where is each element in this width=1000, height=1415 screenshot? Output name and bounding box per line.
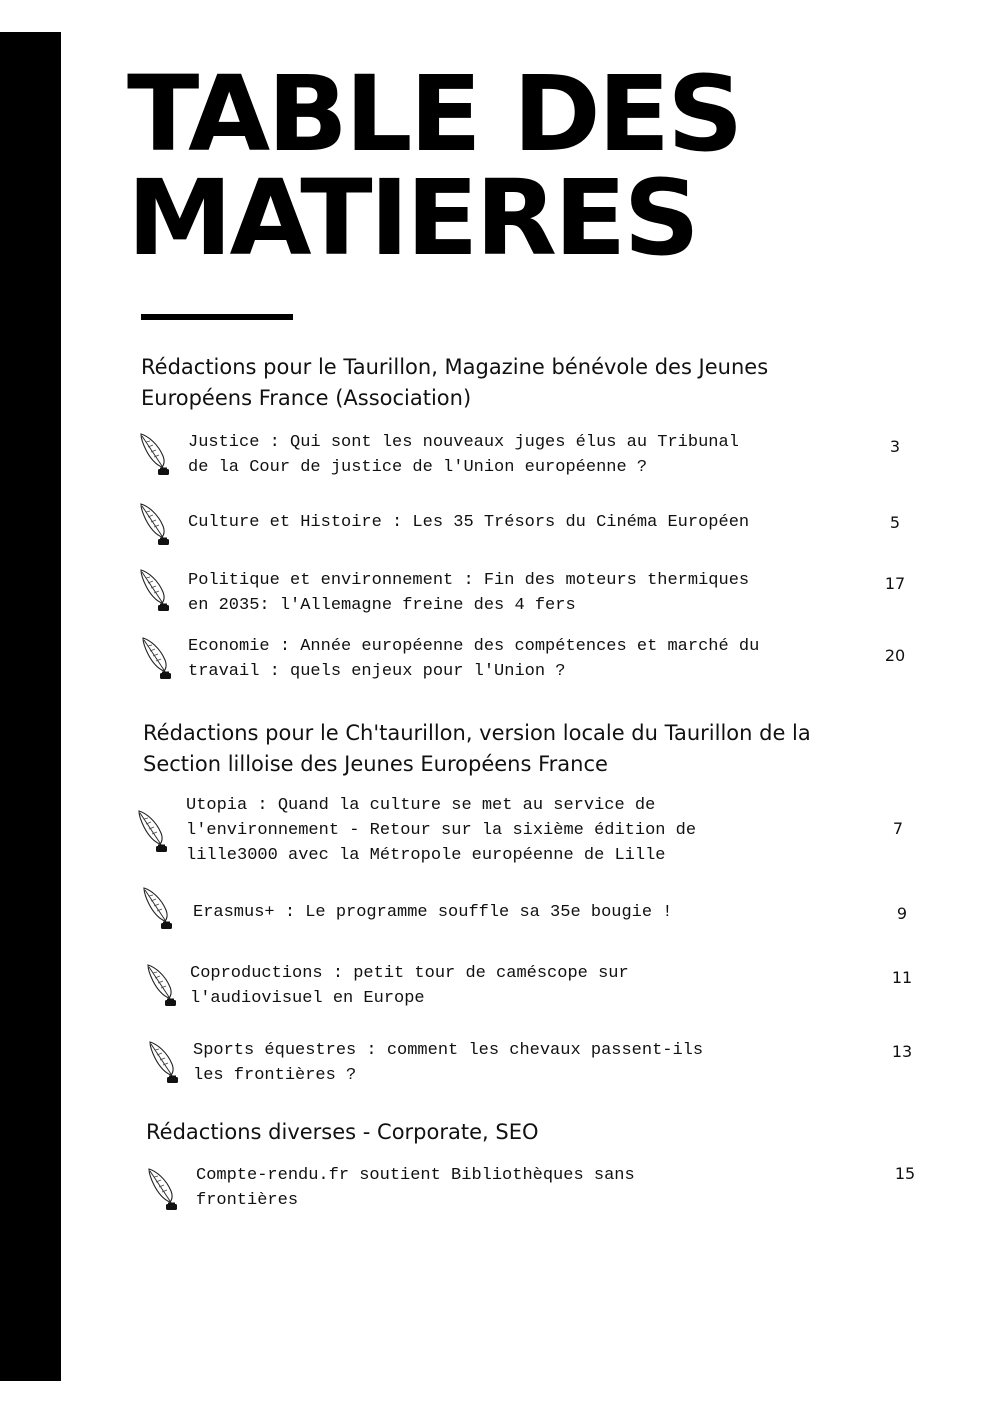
toc-entry-page: 11 (891, 968, 913, 987)
section-heading-corporate (146, 1117, 539, 1148)
toc-entry-title[interactable]: Culture et Histoire : Les 35 Trésors du Cinéma Européen (188, 513, 750, 532)
section-heading-line: Section lilloise des Jeunes Européens France (143, 752, 608, 776)
section-heading-chtaurillon (143, 718, 811, 780)
quill-ink-icon (145, 963, 179, 1007)
toc-entry-page: 13 (891, 1042, 913, 1061)
quill-ink-icon (146, 1167, 180, 1211)
toc-entry-title[interactable]: Politique et environnement : Fin des moteurs thermiques en 2035: l'Allemagne freine des 4 fers (188, 571, 750, 615)
page-title (127, 53, 741, 279)
section-heading-line: Européens France (Association) (141, 386, 472, 410)
toc-entry-title[interactable]: Justice : Qui sont les nouveaux juges élus au Tribunal de la Cour de justice de l'Union européenne ? (188, 433, 739, 477)
toc-entry-title[interactable]: Coproductions : petit tour de caméscope sur l'audiovisuel en Europe (190, 964, 629, 1008)
toc-entry-page: 3 (889, 437, 901, 456)
quill-ink-icon (147, 1040, 181, 1084)
section-heading-line: Rédactions diverses - Corporate, SEO (146, 1120, 539, 1144)
quill-ink-icon (138, 568, 172, 612)
toc-entry-title[interactable]: Compte-rendu.fr soutient Bibliothèques sans frontières (196, 1166, 635, 1210)
quill-ink-icon (136, 809, 170, 853)
title-underline (141, 314, 293, 320)
quill-ink-icon (141, 886, 175, 930)
toc-entry-page: 20 (884, 646, 906, 665)
toc-entry-page: 7 (892, 819, 904, 838)
toc-entry-title[interactable]: Utopia : Quand la culture se met au service de l'environnement - Retour sur la sixième édition de lille3000 avec la Métropole européenne de Lille (186, 796, 697, 865)
toc-entry-title[interactable]: Sports équestres : comment les chevaux passent-ils les frontières ? (193, 1041, 704, 1085)
quill-ink-icon (138, 432, 172, 476)
section-heading-line: Rédactions pour le Ch'taurillon, version locale du Taurillon de la (143, 721, 811, 745)
page-title-line-2: MATIERES (127, 157, 697, 279)
quill-ink-icon (138, 502, 172, 546)
quill-ink-icon (140, 636, 174, 680)
decorative-side-bar (0, 32, 61, 1381)
toc-entry-page: 15 (894, 1164, 916, 1183)
toc-entry-title[interactable]: Economie : Année européenne des compétences et marché du travail : quels enjeux pour l'Union ? (188, 637, 760, 681)
section-heading-taurillon (141, 352, 768, 414)
toc-entry-page: 9 (896, 904, 908, 923)
toc-entry-page: 17 (884, 574, 906, 593)
page-title-line-1: TABLE DES (127, 53, 741, 175)
toc-entry-title[interactable]: Erasmus+ : Le programme souffle sa 35e bougie ! (193, 903, 673, 922)
section-heading-line: Rédactions pour le Taurillon, Magazine bénévole des Jeunes (141, 355, 769, 379)
toc-entry-page: 5 (889, 513, 901, 532)
